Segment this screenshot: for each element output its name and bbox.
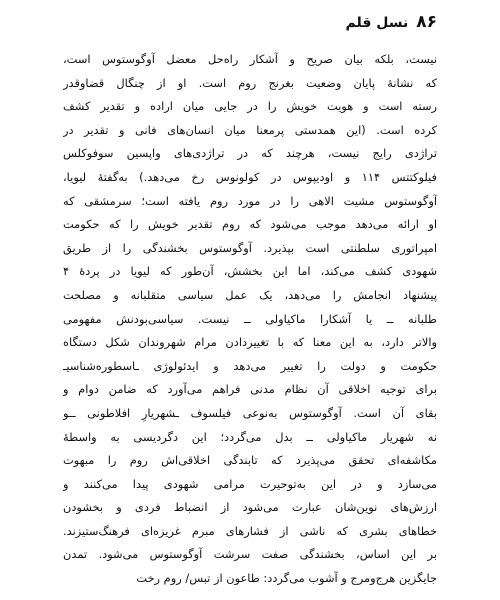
text-line: رسته است و هویت خویش را در جایی میان اراده و تقدیر کشف <box>63 99 437 114</box>
text-line: بقای آن است. آوگوستوس به‌نوعی فیلسوف ـشهریارِ افلاطونی ــو <box>63 405 437 420</box>
text-line: می‌سازد و در این به‌تو‌حیرت مرامی شهودی پیدا می‌کنند و <box>63 476 437 491</box>
text-line: برای توجیه اخلاقی آن نظام مدنی فراهم می‌آورد که ضامن دوام و <box>63 382 437 397</box>
text-line: امپراتوری سلطنتی است بپذیرد. آوگوستوس بخشندگی را از طریق <box>63 240 437 255</box>
text-line: والاتر دارد، به این معنا که با تغییردادن مرام شهروندان شکل دستگاه <box>63 335 437 350</box>
body-text <box>63 48 437 591</box>
text-line: حکومت و دولت را تغییر می‌دهد و ایدئولوژی ـاسطوره‌شناسیـ <box>63 358 437 373</box>
text-line: جایگزین هرج‌ومرج و آشوب می‌گردد: طاعون از تبس/ روم رخت <box>136 571 437 586</box>
text-line: که نشانهٔ پایان وضعیت بغرنج روم است. او از چنگال قضاوقدر <box>63 75 437 90</box>
page-header <box>346 12 438 32</box>
text-line: بر این اساس، بخشندگی صفت سرشت آوگوستوس می‌شود. تمدن <box>63 547 437 562</box>
text-line: او ارائه می‌دهد موجب می‌شود که روم تقدیر خویش را که حکومت <box>63 217 437 232</box>
text-line: تراژدی رایج نیست، هرچند که در تراژدی‌های واپسین سوفوکلس <box>63 146 437 161</box>
text-line: آوگوستوس مشیت الاهی را در مورد روم یافته است؛ سرمشقی که <box>63 193 437 208</box>
text-line: طلبانه ــ یا آشکارا ماکیاولی ــ نیست. سیاسی‌بودنش مفهومی <box>63 311 437 326</box>
text-line: شهودی کشف می‌کند، اما این بخشش، آن‌طور که لیویا در پردهٔ ۴ <box>63 264 437 279</box>
text-line: فیلوکتتس ۱۱۴ و اودیپوس در کولونوس رخ می‌دهد.) به‌گفتهٔ لیویا، <box>63 169 437 184</box>
text-line: مکاشفه‌ای تحقق می‌پذیرد که تابندگی اخلاقی‌اش روم را مبهوت <box>63 453 437 468</box>
text-line: نیست، بلکه بیان صریح و آشکار راه‌حل معضل آوگوستوس است، <box>63 52 437 66</box>
page-number: ۸۶ <box>416 12 437 32</box>
text-line: خطاهای بشری که ناشی از فشارهای مبرم غریزه‌ای فرهنگ‌ستیزند. <box>63 523 437 538</box>
text-line: کرده است. (این همدستی پرمعنا میان انسان‌های فانی و تقدیر در <box>63 122 437 137</box>
text-line: نه شهریار ماکیاولی ــ بدل می‌گردد؛ این دگردیسی به واسطهٔ <box>63 429 437 444</box>
text-line: ارزش‌های نوین‌شان عبارت می‌شود از انضباط فردی و بخشودن <box>63 500 437 515</box>
running-title: نسل قلم <box>345 15 409 31</box>
text-line: پیشنهاد انجامش را می‌دهد، یک عمل سیاسی متقلبانه و مصلحت <box>63 287 437 302</box>
